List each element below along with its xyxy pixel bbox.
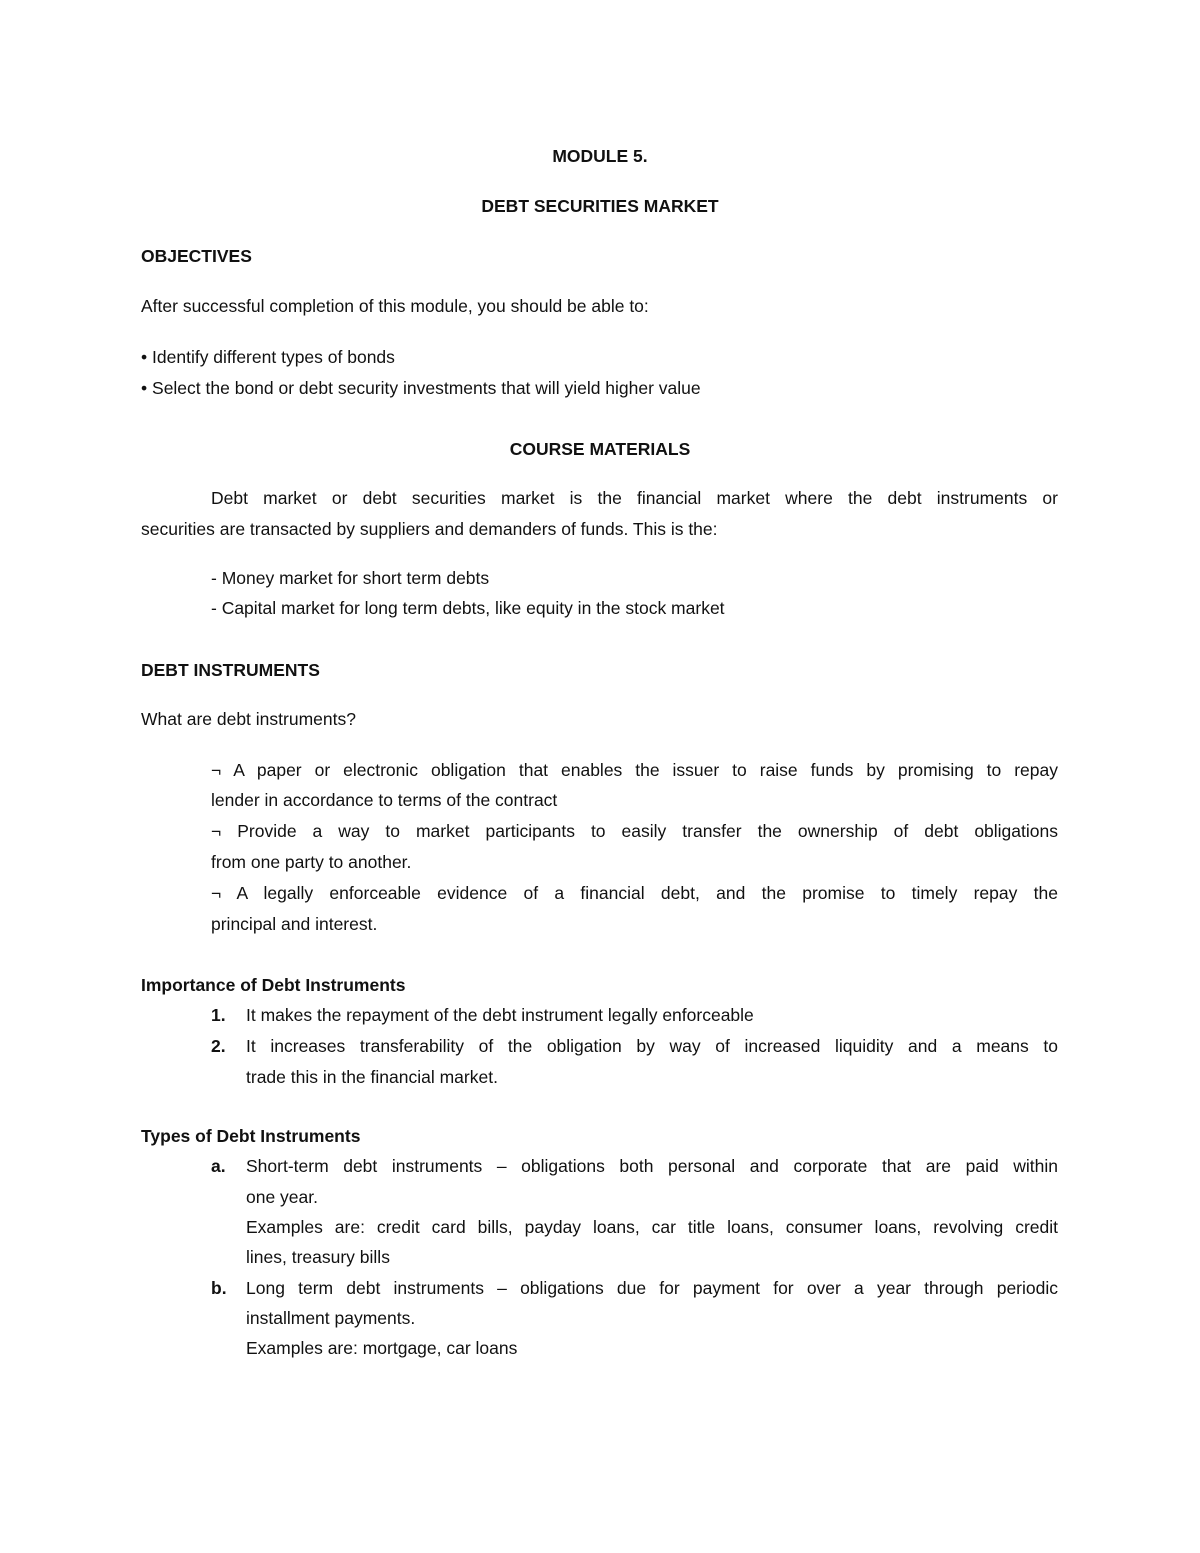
type-examples: lines, treasury bills [246,1247,390,1267]
market-item: - Capital market for long term debts, like equity in the stock market [211,598,725,618]
importance-heading: Importance of Debt Instruments [141,975,406,995]
objectives-heading: OBJECTIVES [141,246,252,266]
type-text: Short-term debt instruments – obligations both personal and corporate that are paid within [246,1156,1058,1176]
importance-text: trade this in the financial market. [246,1067,498,1087]
objectives-intro: After successful completion of this module, you should be able to: [141,296,649,316]
importance-number: 1. [211,1005,226,1025]
answer-line: ¬ Provide a way to market participants to easily transfer the ownership of debt obligations [211,821,1058,841]
market-item: - Money market for short term debts [211,568,490,588]
importance-number: 2. [211,1036,226,1056]
page-title: DEBT SECURITIES MARKET [481,196,719,216]
course-paragraph-line: securities are transacted by suppliers and demanders of funds. This is the: [141,519,718,539]
type-text: Long term debt instruments – obligations due for payment for over a year through periodic [246,1278,1058,1298]
importance-text: It makes the repayment of the debt instrument legally enforceable [246,1005,754,1025]
objective-text: Identify different types of bonds [152,347,395,367]
bullet-icon: • [141,378,148,398]
objective-item [141,377,701,399]
type-letter: a. [211,1156,226,1176]
answer-line: principal and interest. [211,914,378,934]
objective-item [141,346,395,368]
debt-instruments-question: What are debt instruments? [141,709,356,729]
answer-line: lender in accordance to terms of the contract [211,790,558,810]
bullet-icon: • [141,347,148,367]
importance-text: It increases transferability of the obligation by way of increased liquidity and a means to [246,1036,1058,1056]
module-number: MODULE 5. [552,146,648,166]
type-examples: Examples are: credit card bills, payday loans, car title loans, consumer loans, revolving credit [246,1217,1058,1237]
answer-line: ¬ A paper or electronic obligation that enables the issuer to raise funds by promising to repay [211,760,1058,780]
course-materials-heading: COURSE MATERIALS [509,439,691,459]
type-text: one year. [246,1187,318,1207]
answer-line: from one party to another. [211,852,412,872]
types-heading: Types of Debt Instruments [141,1126,361,1146]
type-text: installment payments. [246,1308,416,1328]
course-paragraph-line: Debt market or debt securities market is the financial market where the debt instruments or [211,488,1058,508]
objective-text: Select the bond or debt security investments that will yield higher value [152,378,701,398]
answer-line: ¬ A legally enforceable evidence of a financial debt, and the promise to timely repay the [211,883,1058,903]
type-letter: b. [211,1278,227,1298]
debt-instruments-heading: DEBT INSTRUMENTS [141,660,320,680]
type-examples: Examples are: mortgage, car loans [246,1338,518,1358]
